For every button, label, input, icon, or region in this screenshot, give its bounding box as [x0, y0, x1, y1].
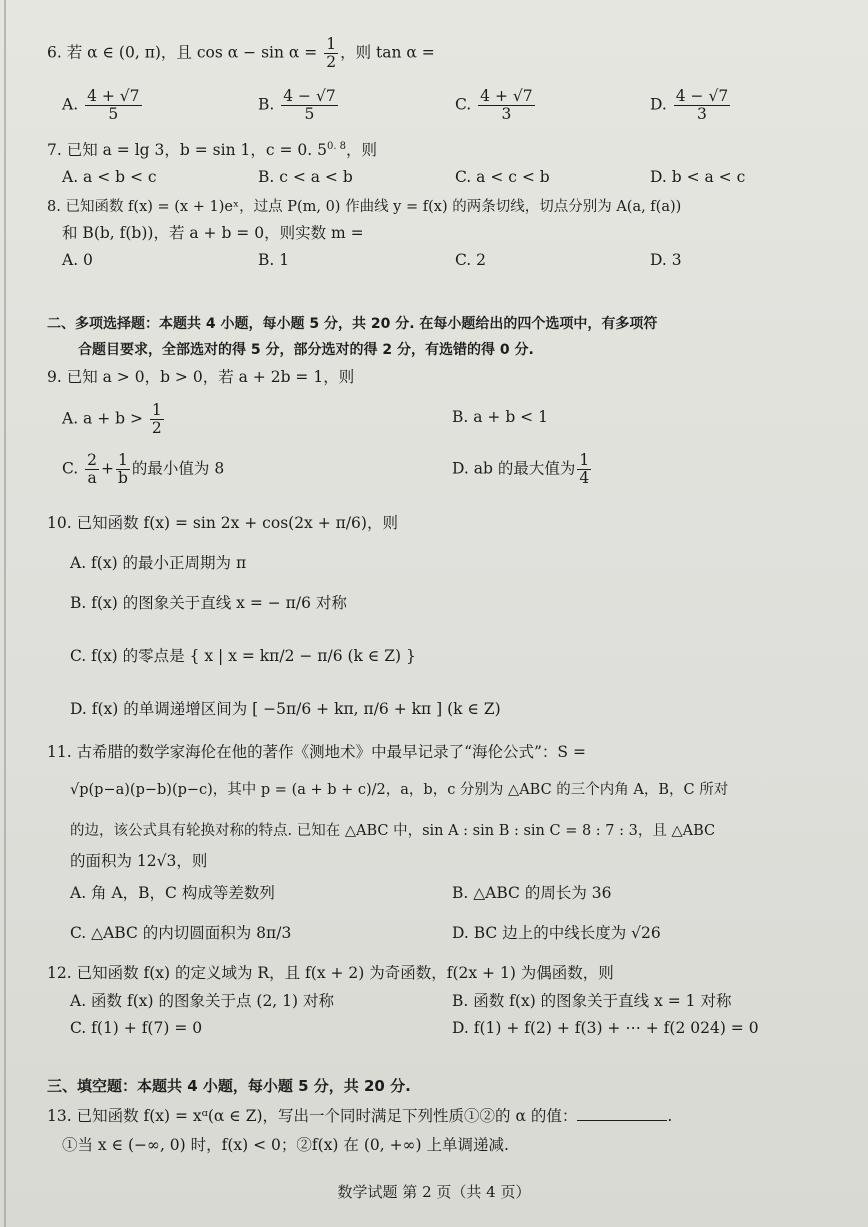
q6-option-b: B. $\frac{4 - √7}{5}$: [258, 87, 336, 123]
q9-option-a: A. a + b > $\frac{1}{2}$: [62, 401, 162, 437]
q6-option-a: A. $\frac{4 + √7}{5}$: [62, 87, 140, 123]
section2-heading-line1: 二、多项选择题：本题共 4 小题，每小题 5 分，共 20 分. 在每小题给出的四个选项中，有多项符: [47, 316, 658, 332]
q11-line1: 11. 古希腊的数学家海伦在他的著作《测地术》中最早记录了“海伦公式”：S =: [47, 743, 586, 761]
q12-option-a: A. 函数 f(x) 的图象关于点 (2, 1) 对称: [70, 992, 335, 1010]
q7-stem: 7. 已知 a = lg 3，b = sin 1，c = 0. $5^{0. 8}$，则: [47, 141, 378, 160]
q11-line4: 的面积为 12√3，则: [70, 852, 208, 870]
q8-line1: 8. 已知函数 f(x) = (x + 1)eˣ，过点 P(m, 0) 作曲线 y = f(x) 的两条切线，切点分别为 A(a, f(a)): [47, 199, 682, 215]
q13-answer-blank[interactable]: [577, 1106, 667, 1121]
q8-option-b: B. 1: [258, 251, 290, 269]
q10-option-a: A. f(x) 的最小正周期为 π: [70, 554, 247, 572]
q7-option-c: C. a < c < b: [455, 168, 550, 186]
page-footer: 数学试题 第 2 页（共 4 页）: [337, 1183, 531, 1201]
q13-line2: ①当 x ∈ (−∞, 0) 时，f(x) < 0；②f(x) 在 (0, +∞) 上单调递减.: [62, 1136, 509, 1154]
q9-option-b: B. a + b < 1: [452, 408, 548, 426]
q11-option-a: A. 角 A，B，C 构成等差数列: [70, 884, 275, 902]
q7-option-a: A. a < b < c: [62, 168, 157, 186]
q12-option-b: B. 函数 f(x) 的图象关于直线 x = 1 对称: [452, 992, 732, 1010]
q6-stem: 6. 若 α ∈ (0, π)，且 cos α − sin α = $\frac{1}{2}$ ，则 tan α =: [47, 35, 435, 71]
q12-option-d: D. f(1) + f(2) + f(3) + ⋯ + f(2 024) = 0: [452, 1019, 759, 1037]
q11-option-c: C. △ABC 的内切圆面积为 8π/3: [70, 924, 292, 942]
q8-line2: 和 B(b, f(b))，若 a + b = 0，则实数 m =: [62, 224, 364, 242]
q6-option-d: D. $\frac{4 - √7}{3}$: [650, 87, 729, 123]
q7-option-d: D. b < a < c: [650, 168, 746, 186]
q9-stem: 9. 已知 a > 0，b > 0，若 a + 2b = 1，则: [47, 368, 355, 386]
q11-option-b: B. △ABC 的周长为 36: [452, 884, 612, 902]
q13-line1: 13. 已知函数 f(x) = xᵅ(α ∈ Z)，写出一个同时满足下列性质①②的 α 的值： .: [47, 1107, 673, 1125]
q8-option-d: D. 3: [650, 251, 682, 269]
section3-heading: 三、填空题：本题共 4 小题，每小题 5 分，共 20 分.: [47, 1077, 411, 1095]
q7-option-b: B. c < a < b: [258, 168, 353, 186]
q11-option-d: D. BC 边上的中线长度为 √26: [452, 924, 661, 942]
q12-option-c: C. f(1) + f(7) = 0: [70, 1019, 203, 1037]
q8-option-a: A. 0: [62, 251, 93, 269]
q11-line2: √p(p−a)(p−b)(p−c)，其中 p = (a + b + c)/2，a，b，c 分别为 △ABC 的三个内角 A，B，C 所对: [70, 782, 729, 798]
q10-option-b: B. f(x) 的图象关于直线 x = − π/6 对称: [70, 594, 347, 612]
q8-option-c: C. 2: [455, 251, 487, 269]
binding-edge: [4, 0, 6, 1227]
q10-stem: 10. 已知函数 f(x) = sin 2x + cos(2x + π/6)，则: [47, 514, 398, 532]
q11-line3: 的边，该公式具有轮换对称的特点. 已知在 △ABC 中，sin A : sin B : sin C = 8 : 7 : 3，且 △ABC: [70, 823, 716, 839]
q9-option-d: D. ab 的最大值为 $\frac{1}{4}$: [452, 451, 590, 487]
q10-option-d: D. f(x) 的单调递增区间为 [ −5π/6 + kπ, π/6 + kπ ] (k ∈ Z): [70, 700, 501, 718]
q10-option-c: C. f(x) 的零点是 { x | x = kπ/2 − π/6 (k ∈ Z) }: [70, 647, 416, 665]
section2-heading-line2: 合题目要求，全部选对的得 5 分，部分选对的得 2 分，有选错的得 0 分.: [78, 342, 534, 358]
q12-stem: 12. 已知函数 f(x) 的定义域为 R，且 f(x + 2) 为奇函数，f(2x + 1) 为偶函数，则: [47, 964, 614, 982]
q6-option-c: C. $\frac{4 + √7}{3}$: [455, 87, 533, 123]
q9-option-c: C. $\frac{2}{a}$ + $\frac{1}{b}$ 的最小值为 8: [62, 451, 225, 487]
